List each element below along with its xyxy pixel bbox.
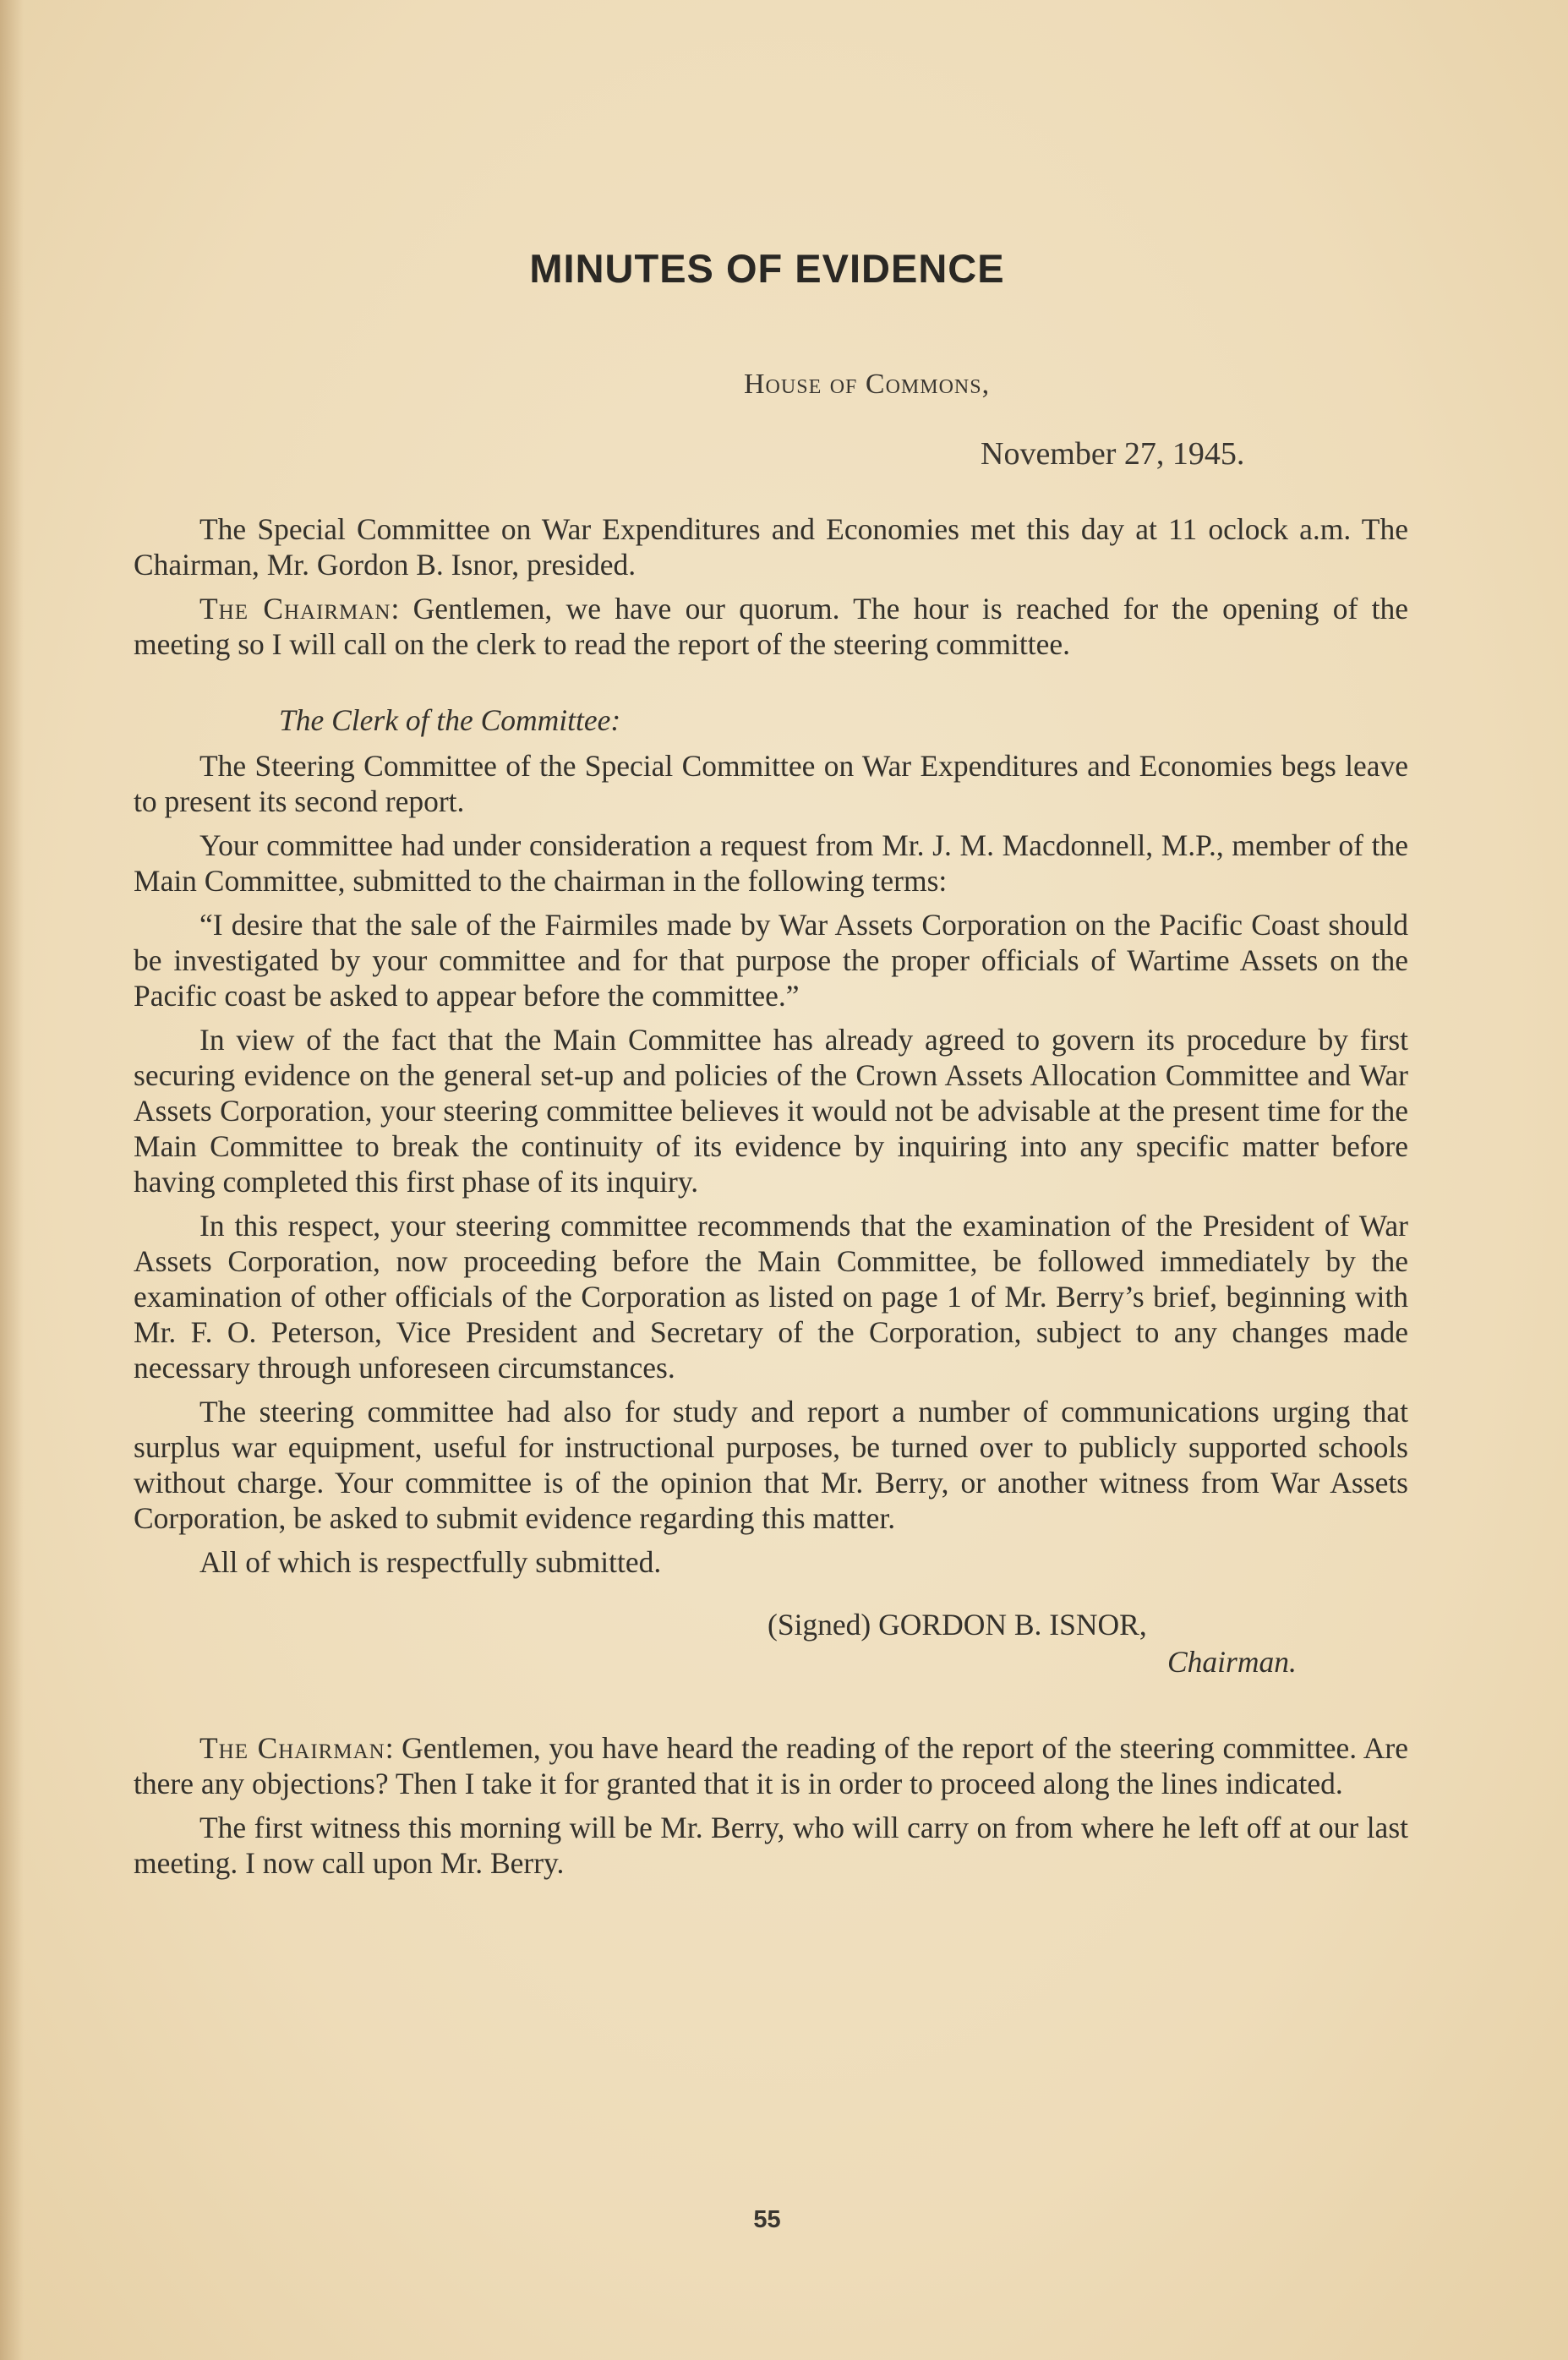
date-line [981,435,1244,473]
paragraph-chairman-objections [134,1730,1408,1801]
paragraph-quote: “I desire that the sale of the Fairmiles made by War Assets Corporation on the Pacific Coast should be investigated by your committee and for that purpose the proper officials of Wartime Assets on the Pacific coast be asked to appear before the committee.” [134,908,1408,1013]
speaker-name: The Chairman [199,592,391,626]
speaker-text: : Gentlemen, we have our quorum. The hour is reached for the opening of the meeting so I will call on the clerk to read the report of the steering committee. [134,592,1408,661]
document-body [134,511,1408,1889]
paragraph-submitted: All of which is respectfully submitted. [199,1545,662,1579]
clerk-heading: The Clerk of the Committee: [279,703,621,737]
paragraph-chairman-quorum [134,591,1408,662]
paragraph-request: Your committee had under consideration a request from Mr. J. M. Macdonnell, M.P., member of the Main Committee, submitted to the chairman in the following terms: [134,828,1408,898]
paragraph-recommendation: In this respect, your steering committee recommends that the examination of the President of War Assets Corporation, now proceeding before the Main Committee, be followed immediately by the examination of other officials of the Corporation as listed on page 1 of Mr. Berry’s brief, beginning with Mr. F. O. Peterson, Vice President and Secretary of the Corporation, subject to any changes made necessary through unforeseen circumstances. [134,1209,1408,1385]
signature: (Signed) GORDON B. ISNOR, [768,1608,1147,1642]
paragraph-first-witness: The first witness this morning will be Mr. Berry, who will carry on from where he left off at our last meeting. I now call upon Mr. Berry. [134,1811,1408,1880]
paragraph-opening: The Special Committee on War Expenditures and Economies met this day at 11 oclock a.m. The Chairman, Mr. Gordon B. Isnor, presided. [134,512,1408,582]
page-number: 55 [753,2206,781,2233]
speaker-text: : Gentlemen, you have heard the reading of the report of the steering committee. Are there any objections? Then I take it for granted that it is in order to proceed along the lines indicated. [134,1731,1408,1800]
date-text: November 27, 1945. [981,436,1245,472]
signature-role: Chairman. [1167,1645,1297,1679]
paragraph-communications: The steering committee had also for study and report a number of communications urging that surplus war equipment, useful for instructional purposes, be turned over to publicly supported schools without charge. Your committee is of the opinion that Mr. Berry, or another witness from War Assets Corporation, be asked to submit evidence regarding this matter. [134,1395,1408,1535]
paragraph-steering-report: The Steering Committee of the Special Committee on War Expenditures and Economies begs leave to present its second report. [134,749,1408,818]
speaker-name: The Chairman [199,1731,385,1765]
paragraph-main-committee: In view of the fact that the Main Committee has already agreed to govern its procedure by first securing evidence on the general set-up and policies of the Crown Assets Allocation Committee and War Assets Corporation, your steering committee believes it would not be advisable at the present time for the Main Committee to break the continuity of its evidence by inquiring into any specific matter before having completed this first phase of its inquiry. [134,1023,1408,1199]
location-line: House of Commons, [744,369,991,400]
page-title: MINUTES OF EVIDENCE [529,246,1005,291]
